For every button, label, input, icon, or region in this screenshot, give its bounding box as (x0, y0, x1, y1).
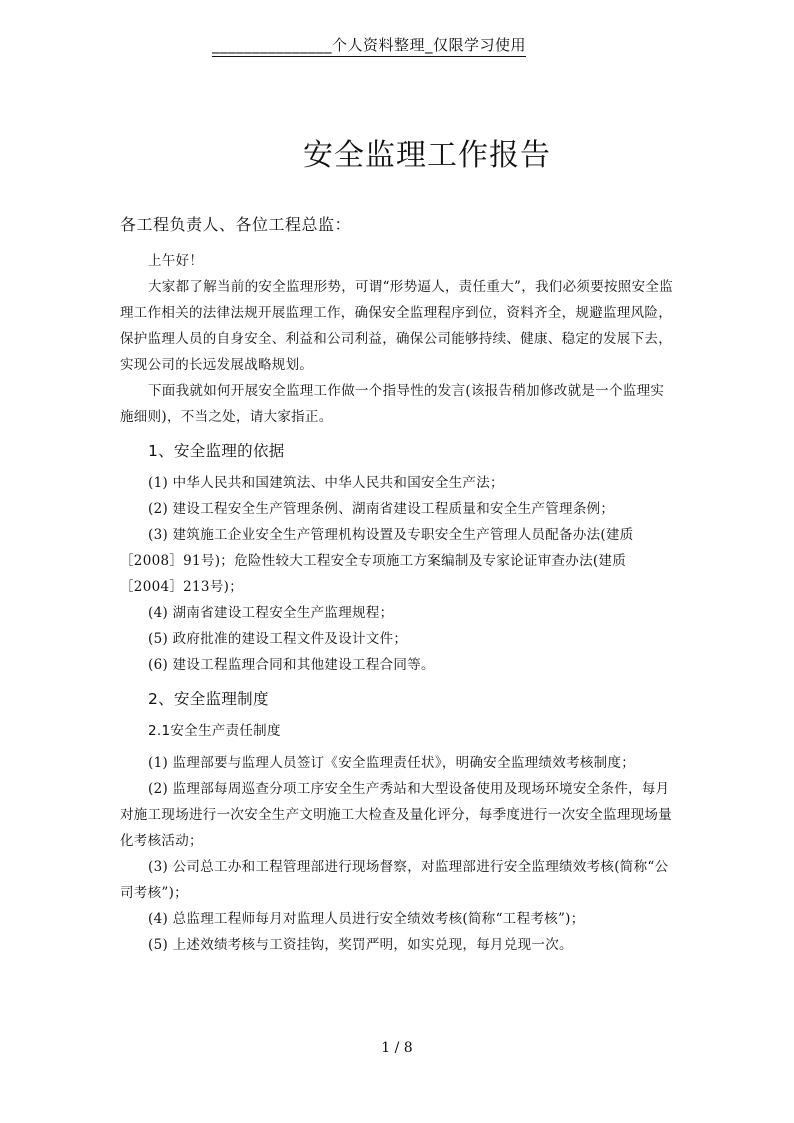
section-2-item: (1) 监理部要与监理人员签订《安全监理责任状》，明确安全监理绩效考核制度； (148, 755, 636, 771)
page-number: 1 / 8 (381, 1040, 413, 1056)
document-body (120, 248, 676, 958)
section-2-heading: 2、安全监理制度 (148, 690, 269, 708)
salutation: 各工程负责人、各位工程总监： (120, 215, 352, 234)
section-1-item: (6) 建设工程监理合同和其他建设工程合同等。 (148, 657, 435, 673)
section-1-item: (4) 湖南省建设工程安全生产监理规程； (148, 605, 394, 621)
section-2-item: (2) 监理部每周巡查分项工序安全生产秀站和大型设备使用及现场环境安全条件，每月对施工现场进行一次安全生产文明施工大检查及量化评分，每季度进行一次安全监理现场量化考核活动； (120, 781, 672, 849)
section-1-item: (2) 建设工程安全生产管理条例、湖南省建设工程质量和安全生产管理条例； (148, 501, 615, 517)
section-1-item: (3) 建筑施工企业安全生产管理机构设置及专职安全生产管理人员配备办法(建质［2008］91号)；危险性较大工程安全专项施工方案编制及专家论证审查办法(建质［2004］213号)； (120, 527, 634, 595)
section-2-item: (5) 上述效绩考核与工资挂钩，奖罚严明，如实兑现，每月兑现一次。 (148, 937, 573, 953)
section-1-item: (1) 中华人民共和国建筑法、中华人民共和国安全生产法； (148, 475, 504, 491)
greeting: 上午好！ (148, 253, 204, 269)
section-1-item: (5) 政府批准的建设工程文件及设计文件； (148, 631, 408, 647)
section-2-1-heading: 2.1安全生产责任制度 (148, 723, 281, 739)
intro-paragraph-1: 大家都了解当前的安全监理形势，可谓“形势逼人，责任重大”，我们必须要按照安全监理工作相关的法律法规开展监理工作，确保安全监理程序到位，资料齐全，规避监理风险，保护监理人员的自身安全、利益和公司利益，确保公司能够持续、健康、稳定的发展下去，实现公司的长远发展战略规划。 (120, 279, 674, 373)
section-1-heading: 1、安全监理的依据 (148, 442, 285, 460)
page-header: _______________个人资料整理_仅限学习使用 (212, 34, 526, 57)
document-title: 安全监理工作报告 (303, 138, 551, 173)
section-2-item: (4) 总监理工程师每月对监理人员进行安全绩效考核(简称“工程考核”)； (148, 911, 585, 927)
section-2-item: (3) 公司总工办和工程管理部进行现场督察，对监理部进行安全监理绩效考核(简称“公司考核”)； (120, 859, 669, 901)
intro-paragraph-2: 下面我就如何开展安全监理工作做一个指导性的发言(该报告稍加修改就是一个监理实施细则)，不当之处，请大家指正。 (120, 383, 665, 425)
